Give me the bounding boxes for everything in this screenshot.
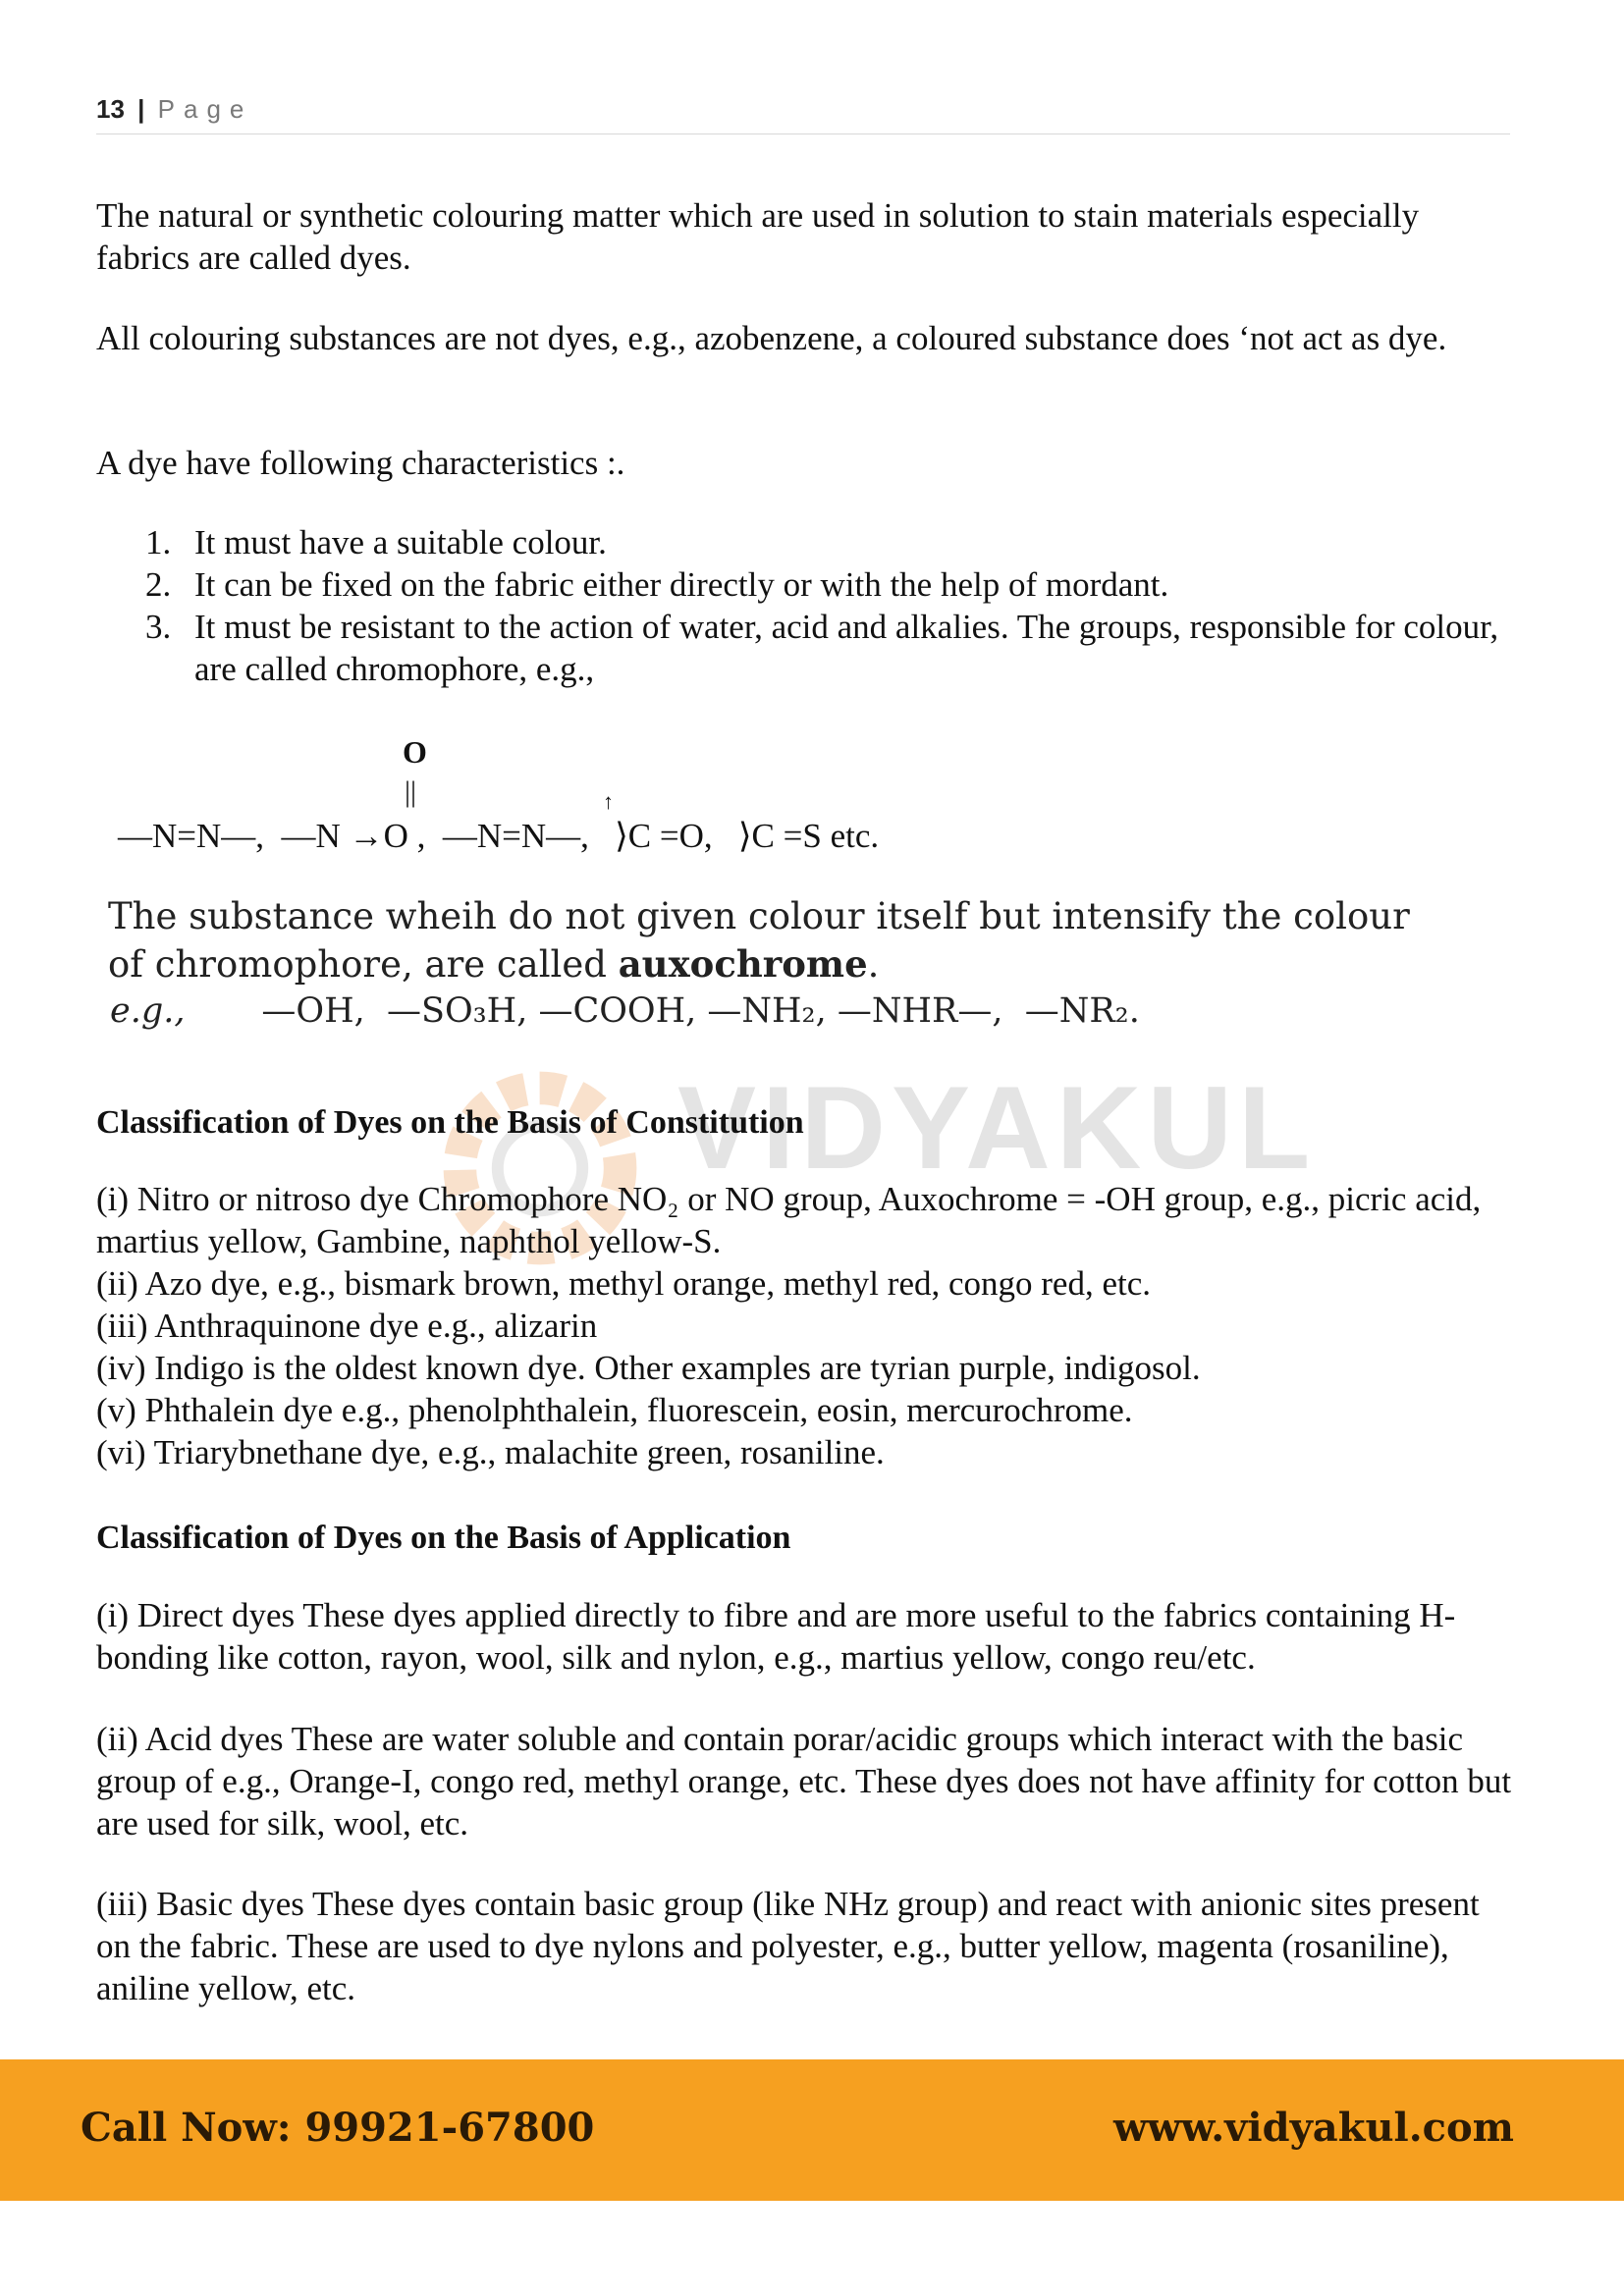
intro-paragraph-3: A dye have following characteristics :.	[96, 444, 625, 482]
arrow-up-icon: ↑	[603, 789, 614, 814]
intro-paragraph-2: All colouring substances are not dyes, e.g., azobenzene, a coloured substance does ‘not act as dye.	[96, 319, 1447, 357]
direct-dyes-paragraph: (i) Direct dyes These dyes applied directly to fibre and are more useful to the fabrics containing H-bonding like cotton, rayon, wool, silk and nylon, e.g., martius yellow, congo reu/etc.	[96, 1596, 1456, 1677]
constitution-heading: Classification of Dyes on the Basis of Constitution	[96, 1104, 804, 1141]
auxochrome-line-1: The substance wheih do not given colour itself but intensify the colour	[108, 895, 1410, 937]
list-item: (vi) Triarybnethane dye, e.g., malachite green, rosaniline.	[96, 1433, 885, 1471]
oxygen-atom: O	[403, 734, 427, 770]
auxochrome-examples	[110, 991, 1140, 1031]
list-item: (v) Phthalein dye e.g., phenolphthalein, fluorescein, eosin, mercurochrome.	[96, 1391, 1133, 1429]
list-item: 3. It must be resistant to the action of water, acid and alkalies. The groups, responsible for colour, are called chromophore, e.g.,	[145, 608, 1499, 688]
eg-label: e.g.,	[110, 991, 186, 1031]
page-number: 13	[96, 94, 125, 124]
constitution-list	[96, 1178, 1520, 1473]
characteristics-list	[96, 521, 1520, 690]
list-item: (i) Nitro or nitroso dye Chromophore NO₂ or NO group, Auxochrome = -OH group, e.g., picric acid, martius yellow, Gambine, naphthol yellow-S.	[96, 1180, 1482, 1260]
page-label: Page	[157, 94, 253, 124]
call-now-text: Call Now: 99921-67800	[81, 2105, 595, 2151]
basic-dyes-paragraph: (iii) Basic dyes These dyes contain basic group (like NHz group) and react with anionic sites present on the fabric. These are used to dye nylons and polyester, e.g., butter yellow, magenta (rosaniline), aniline yellow, etc.	[96, 1885, 1480, 2007]
page-header	[96, 94, 1510, 134]
header-separator: |	[137, 94, 145, 124]
chromophore-groups: —N=N—, —N →O , —N=N—, ⟩C =O, ⟩C =S etc.	[118, 817, 880, 855]
list-item: 1. It must have a suitable colour.	[145, 523, 607, 561]
list-item: 2. It can be fixed on the fabric either directly or with the help of mordant.	[145, 565, 1169, 604]
auxochrome-groups: —OH, —SO₃H, —COOH, —NH₂, —NHR—, —NR₂.	[261, 991, 1140, 1031]
list-item: (iii) Anthraquinone dye e.g., alizarin	[96, 1307, 598, 1345]
footer-banner	[0, 2059, 1624, 2201]
list-item: (ii) Azo dye, e.g., bismark brown, methyl orange, methyl red, congo red, etc.	[96, 1264, 1151, 1303]
list-item: (iv) Indigo is the oldest known dye. Other examples are tyrian purple, indigosol.	[96, 1349, 1201, 1387]
website-link[interactable]: www.vidyakul.com	[1112, 2105, 1514, 2151]
intro-paragraph-1: The natural or synthetic colouring matter which are used in solution to stain materials especially fabrics are called dyes.	[96, 196, 1420, 277]
application-heading: Classification of Dyes on the Basis of Application	[96, 1520, 791, 1556]
watermark-text: VIDYAKUL	[677, 1062, 1317, 1194]
auxochrome-line-2: of chromophore, are called auxochrome.	[108, 942, 880, 986]
auxochrome-term: auxochrome	[618, 942, 868, 986]
acid-dyes-paragraph: (ii) Acid dyes These are water soluble and contain porar/acidic groups which interact with the basic group of e.g., Orange-I, congo red, methyl orange, etc. These dyes does not have affinity for cotton but are used for silk, wool, etc.	[96, 1720, 1512, 1842]
double-bond: ||	[405, 775, 417, 808]
